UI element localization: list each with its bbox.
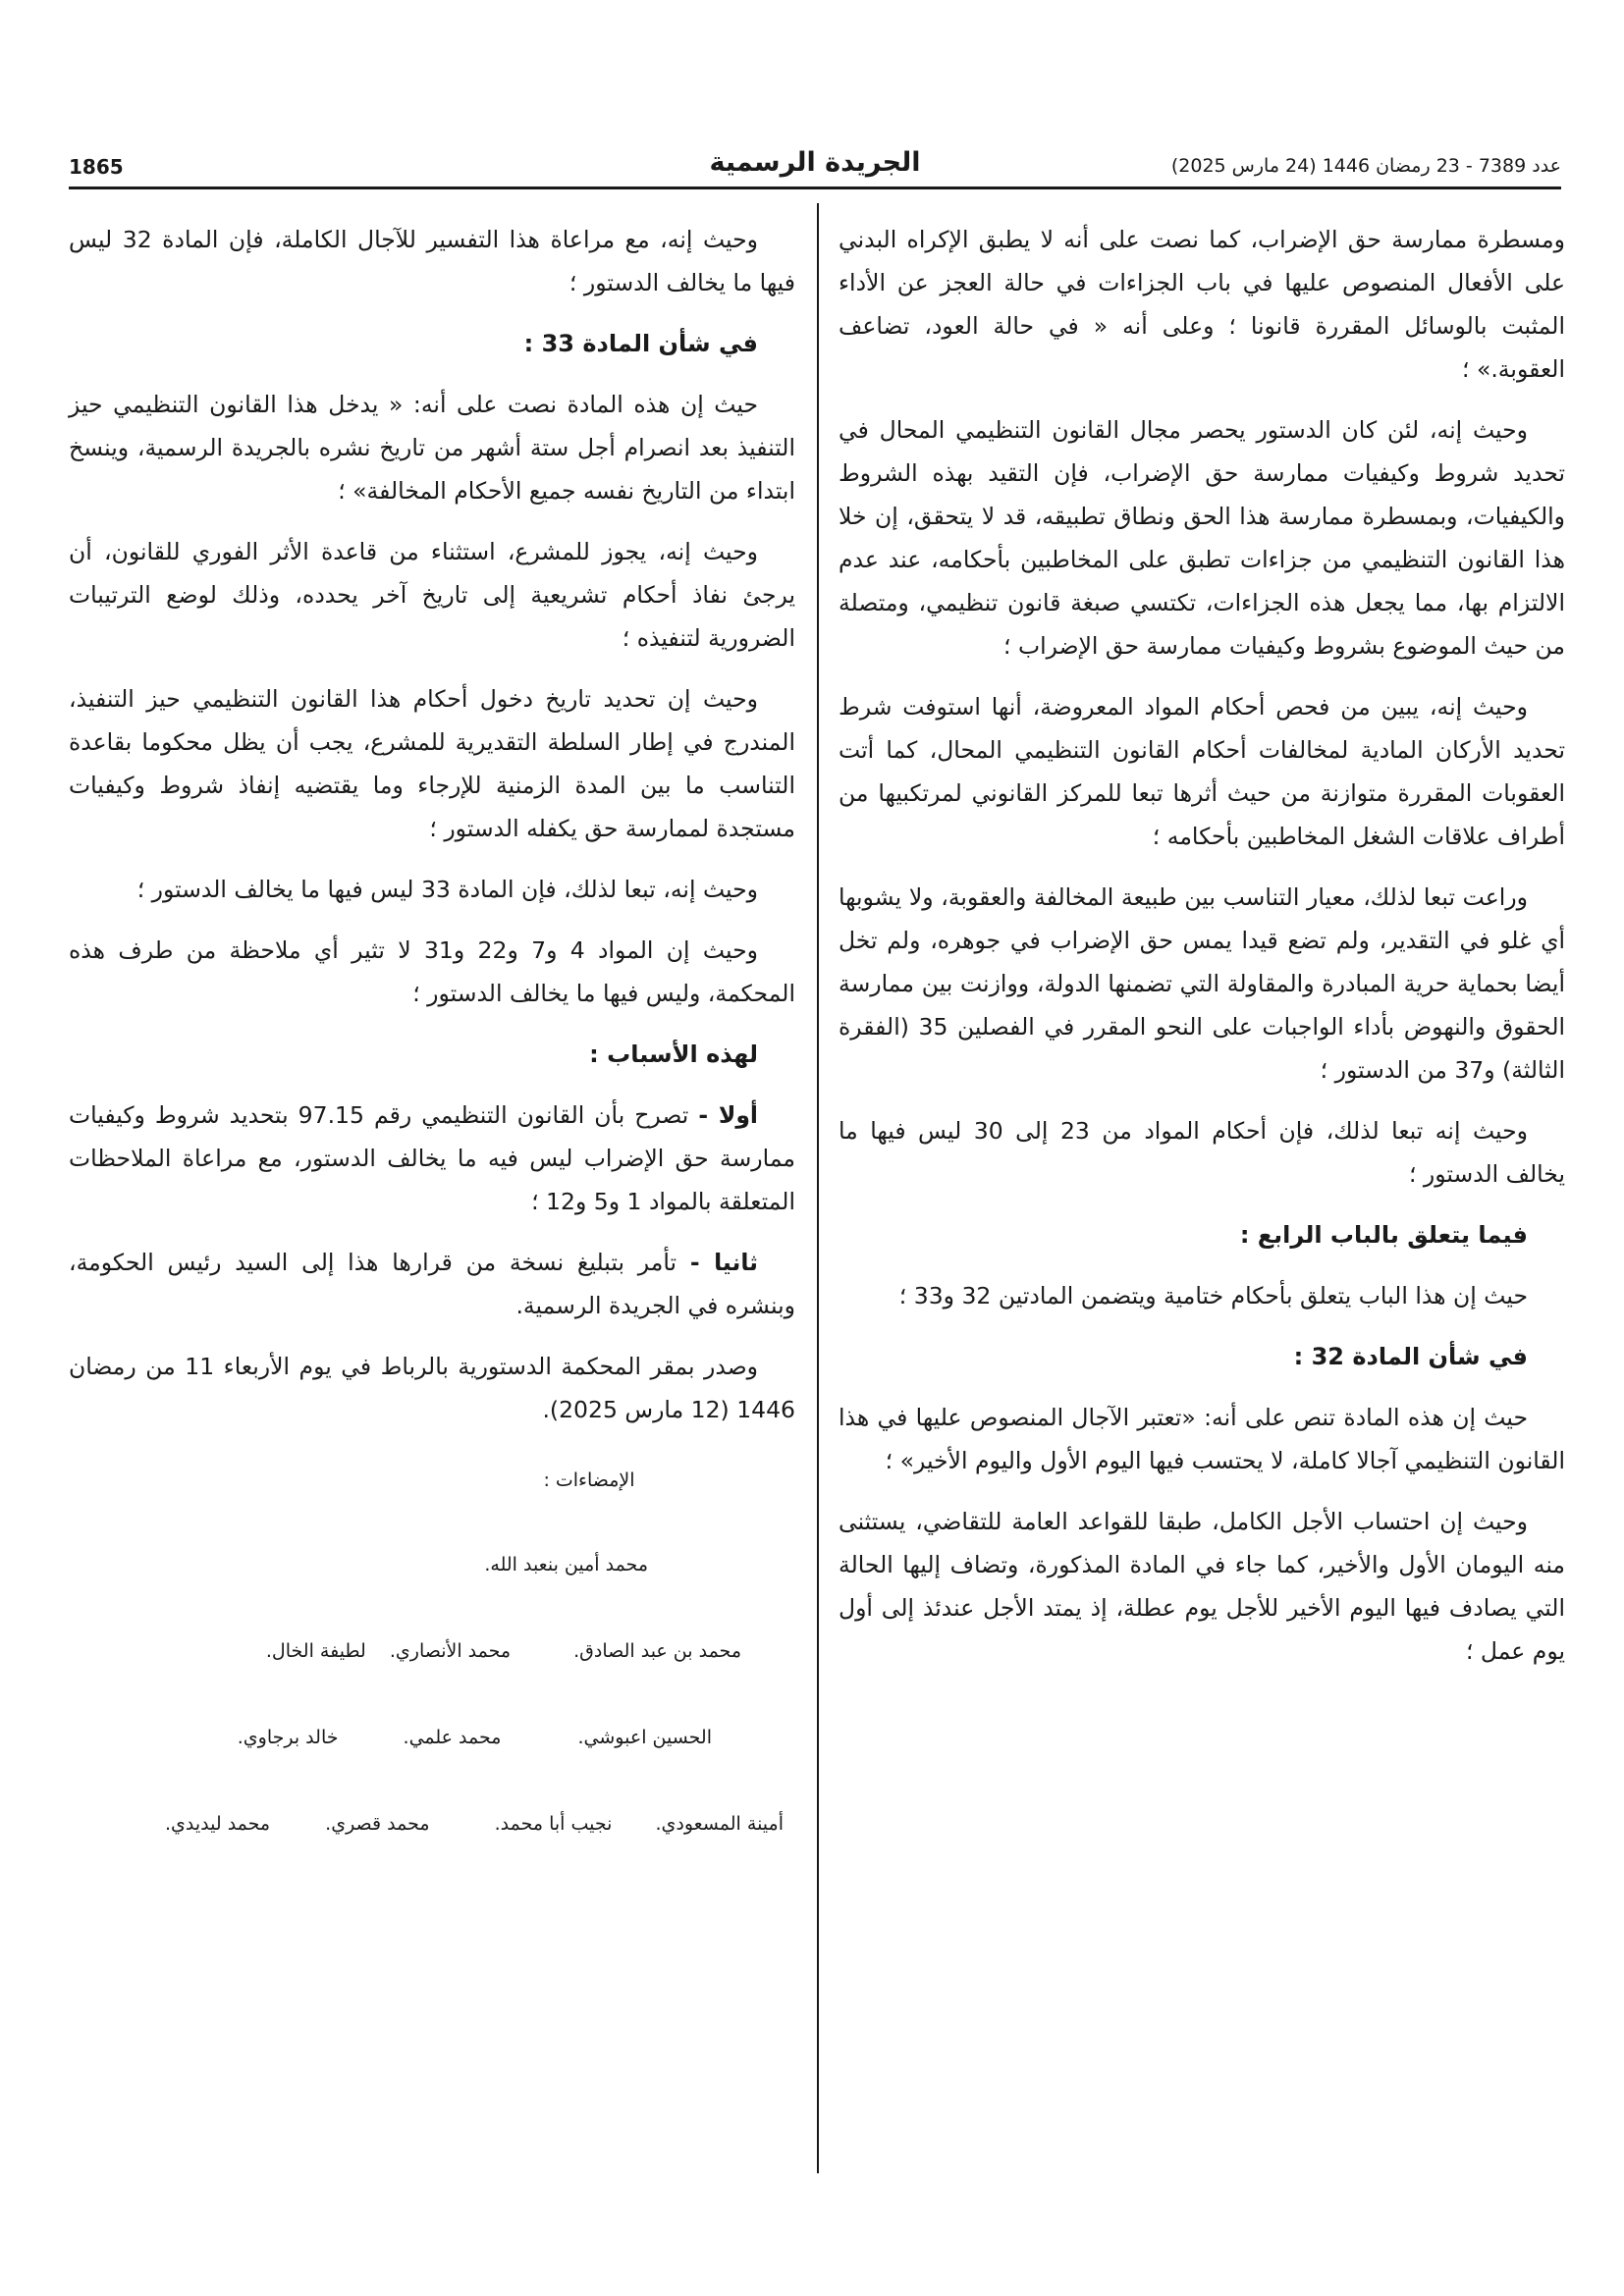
paragraph: وحيث إن احتساب الأجل الكامل، طبقا للقواعد العامة للتقاضي، يستثنى منه اليومان الأول والأخير، كما جاء في المادة المذكورة، وتضاف إليها الحالة التي يصادف فيها اليوم الأخير للأجل يوم عطلة، إذ يمتد الأجل عندئذ إلى أول يوم عمل ؛ [839,1508,1565,1665]
ruling-item-text: تأمر بتبليغ نسخة من قرارها هذا إلى السيد رئيس الحكومة، وبنشره في الجريدة الرسمية. [69,1249,795,1319]
page-number: 1865 [69,155,124,179]
issuance-paragraph: وصدر بمقر المحكمة الدستورية بالرباط في يوم الأربعاء 11 من رمضان 1446 (12 مارس 2025). [69,1353,795,1423]
issue-info: عدد 7389 - 23 رمضان 1446 (24 مارس 2025) [1170,155,1561,177]
ruling-item-first [69,1094,795,1223]
paragraph: حيث إن هذا الباب يتعلق بأحكام ختامية ويتضمن المادتين 32 و33 ؛ [898,1282,1528,1309]
paragraph: وحيث إنه، مع مراعاة هذا التفسير للآجال الكاملة، فإن المادة 32 ليس فيها ما يخالف الدستور ؛ [69,226,795,296]
signature-line [69,1543,795,1586]
gazette-title: الجريدة الرسمية [709,147,921,178]
paragraph: وحيث إنه، يجوز للمشرع، استثناء من قاعدة الأثر الفوري للقانون، أن يرجئ نفاذ أحكام تشريعية إلى تاريخ آخر يحدده، وذلك لوضع الترتيبات الضرورية لتنفيذه ؛ [69,538,795,652]
signatory-name: خالد برجاوي. [237,1727,339,1748]
right-column [839,218,1565,1690]
ruling-item-text: تصرح بأن القانون التنظيمي رقم 97.15 بتحديد شروط وكيفيات ممارسة حق الإضراب ليس فيه ما يخالف الدستور، مع مراعاة الملاحظات المتعلقة بالمواد 1 و5 و12 ؛ [69,1101,795,1215]
signatory-name: محمد بن عبد الصادق. [573,1640,741,1662]
section-heading: في شأن المادة 33 : [523,330,758,357]
section-heading: في شأن المادة 32 : [1293,1343,1528,1370]
section-heading: فيما يتعلق بالباب الرابع : [1239,1221,1528,1249]
signatory-name: محمد ليديدي. [165,1813,271,1835]
signatory-name: نجيب أبا محمد. [494,1813,613,1835]
paragraph: وحيث إنه تبعا لذلك، فإن أحكام المواد من 23 إلى 30 ليس فيها ما يخالف الدستور ؛ [839,1117,1565,1188]
paragraph: وحيث إن المواد 4 و7 و22 و31 لا تثير أي ملاحظة من طرف هذه المحكمة، وليس فيها ما يخالف الدستور ؛ [69,936,795,1007]
signatory-name: محمد قصري. [325,1813,430,1835]
page-header [69,147,1561,189]
paragraph: وحيث إنه، يبين من فحص أحكام المواد المعروضة، أنها استوفت شرط تحديد الأركان المادية لمخالفات أحكام القانون التنظيمي المحال، كما أتت العقوبات المقررة متوازنة من حيث أثرها تبعا للمركز القانوني لمرتكبيها من أطراف علاقات الشغل المخاطبين بأحكامه ؛ [839,693,1565,850]
signature-line [69,1629,795,1673]
paragraph: وحيث إنه، لئن كان الدستور يحصر مجال القانون التنظيمي المحال في تحديد شروط وكيفيات ممارسة حق الإضراب، فإن التقيد بهذه الشروط والكيفيات، وبمسطرة ممارسة هذا الحق ونطاق تطبيقه، قد لا يتحقق، إن خلا هذا القانون التنظيمي من جزاءات تطبق على المخاطبين بأحكامه، عند عدم الالتزام بها، مما يجعل هذه الجزاءات، تكتسي صبغة قانون تنظيمي، ومتصلة من حيث الموضوع بشروط وكيفيات ممارسة حق الإضراب ؛ [839,416,1565,660]
signatory-name: محمد علمي. [403,1727,502,1748]
section-heading: لهذه الأسباب : [589,1041,758,1068]
signatory-name: محمد الأنصاري. [389,1640,512,1662]
signature-line [69,1802,795,1845]
column-divider [817,203,819,2173]
signatory-name: محمد أمين بنعبد الله. [484,1554,648,1575]
paragraph: ومسطرة ممارسة حق الإضراب، كما نصت على أنه لا يطبق الإكراه البدني على الأفعال المنصوص عليها في باب الجزاءات في حالة العجز عن الأداء المثبت بالوسائل المقررة قانونا ؛ وعلى أنه « في حالة العود، تضاعف العقوبة.» ؛ [839,226,1565,383]
paragraph: وحيث إن تحديد تاريخ دخول أحكام هذا القانون التنظيمي حيز التنفيذ، المندرج في إطار السلطة التقديرية للمشرع، يجب أن يظل محكوما بقاعدة التناسب ما بين المدة الزمنية للإرجاء وما يقتضيه إنفاذ شروط وكيفيات مستجدة لممارسة حق يكفله الدستور ؛ [69,685,795,842]
ruling-item-lead: ثانيا - [689,1249,758,1276]
paragraph: حيث إن هذه المادة نصت على أنه: « يدخل هذا القانون التنظيمي حيز التنفيذ بعد انصرام أجل ستة أشهر من تاريخ نشره بالجريدة الرسمية، وينسخ ابتداء من التاريخ نفسه جميع الأحكام المخالفة» ؛ [69,391,795,505]
left-column [69,218,795,1889]
paragraph: وراعت تبعا لذلك، معيار التناسب بين طبيعة المخالفة والعقوبة، ولا يشوبها أي غلو في التقدير، ولم تضع قيدا يمس حق الإضراب في جوهره، ولم تخل أيضا بحماية حرية المبادرة والمقاولة التي تضمنها الدولة، ووازنت بين ممارسة الحقوق والنهوض بأداء الواجبات على النحو المقرر في الفصلين 35 (الفقرة الثالثة) و37 من الدستور ؛ [839,883,1566,1084]
signatory-name: الحسين اعبوشي. [577,1727,712,1748]
ruling-item-lead: أولا - [698,1101,758,1129]
signatory-name: لطيفة الخال. [265,1640,366,1662]
paragraph: حيث إن هذه المادة تنص على أنه: «تعتبر الآجال المنصوص عليها في هذا القانون التنظيمي آجالا كاملة، لا يحتسب فيها اليوم الأول واليوم الأخير» ؛ [839,1404,1565,1474]
paragraph: وحيث إنه، تبعا لذلك، فإن المادة 33 ليس فيها ما يخالف الدستور ؛ [136,876,758,903]
ruling-item-second [69,1241,795,1327]
signatory-name: أمينة المسعودي. [655,1813,784,1835]
signatures-label: الإمضاءات : [543,1469,635,1491]
signature-line [69,1716,795,1759]
